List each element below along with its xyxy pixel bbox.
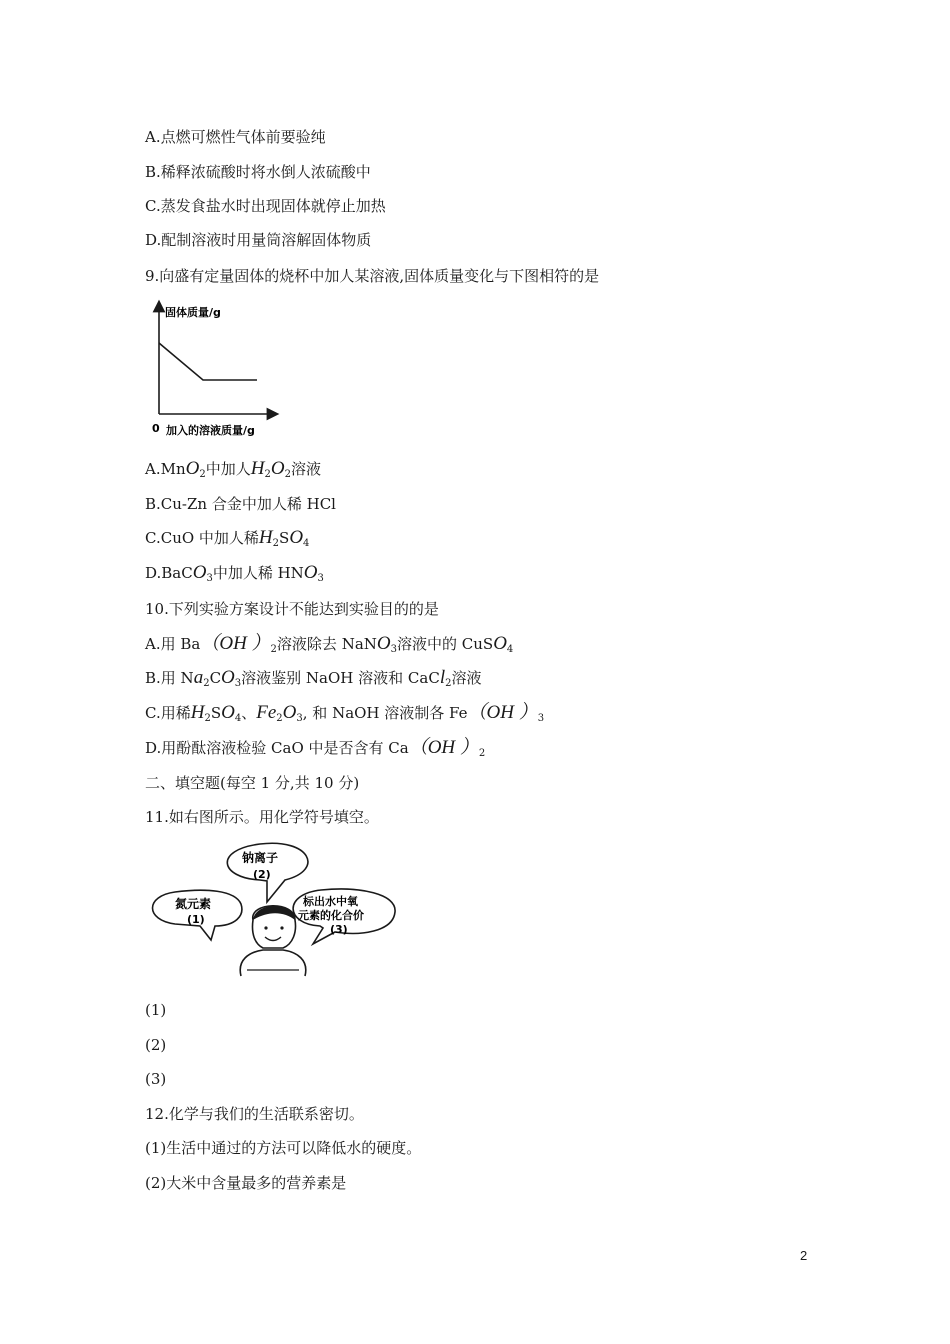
q10-option-d: D.用酚酞溶液检验 CaO 中是否含有 Ca（OH ）$_2$ xyxy=(145,737,486,759)
q9-stem: 9.向盛有定量固体的烧杯中加人某溶液,固体质量变化与下图相符的是 xyxy=(145,267,600,285)
q8-option-d: D.配制溶液时用量筒溶解固体物质 xyxy=(145,231,372,249)
q8-option-c: C.蒸发食盐水时出现固体就停止加热 xyxy=(145,197,386,215)
bubble-right-line2: 元素的化合价 xyxy=(298,909,364,922)
q12-part-2: (2)大米中含量最多的营养素是 xyxy=(145,1174,347,1192)
q12-part-1: (1)生活中通过的方法可以降低水的硬度。 xyxy=(145,1139,422,1157)
bubble-left-line1: 氮元素 xyxy=(175,897,212,911)
q11-blank-1: (1) xyxy=(145,1001,167,1019)
bubble-right-line3: (3) xyxy=(330,923,348,936)
q9-option-c: C.CuO 中加人稀$H_2SO_4$ xyxy=(145,527,310,549)
q10-stem: 10.下列实验方案设计不能达到实验目的的是 xyxy=(145,600,439,618)
q8-option-a: A.点燃可燃性气体前要验纯 xyxy=(145,128,326,146)
q12-stem: 12.化学与我们的生活联系密切。 xyxy=(145,1105,364,1123)
bubble-right-line1: 标出水中氧 xyxy=(303,895,358,908)
section-heading: 二、填空题(每空 1 分,共 10 分) xyxy=(145,774,360,792)
q9-option-b: B.Cu-Zn 合金中加人稀 HCl xyxy=(145,495,336,513)
q9-option-a: A.MnO$_2$中加人$H_2O_2$溶液 xyxy=(145,458,321,480)
q11-blank-3: (3) xyxy=(145,1070,167,1088)
q9-mass-graph xyxy=(145,298,295,443)
x-axis-label: 加入的溶液质量/g xyxy=(166,424,255,437)
q11-stem: 11.如右图所示。用化学符号填空。 xyxy=(145,808,379,826)
q10-option-b: B.用 $Na_2CO_3$溶液鉴别 NaOH 溶液和 CaCl$_2$溶液 xyxy=(145,667,482,689)
q10-option-a: A.用 Ba（OH ）$_2$溶液除去 NaNO$_3$溶液中的 CuSO$_4$ xyxy=(145,633,514,655)
q11-speech-bubble-figure xyxy=(145,840,400,980)
bubble-left-line2: (1) xyxy=(187,913,205,926)
q11-blank-2: (2) xyxy=(145,1036,167,1054)
y-axis-label: 固体质量/g xyxy=(165,306,221,319)
q8-option-b: B.稀释浓硫酸时将水倒人浓硫酸中 xyxy=(145,163,371,181)
q10-option-c: C.用稀$H_2SO_4$、$Fe_2O_3$, 和 NaOH 溶液制各 Fe（OH ）$_3$ xyxy=(145,702,545,724)
origin-label: 0 xyxy=(152,422,160,435)
page-number: 2 xyxy=(800,1248,808,1263)
mass-curve xyxy=(159,343,257,380)
bubble-top-line2: (2) xyxy=(253,868,271,881)
bubble-top-line1: 钠离子 xyxy=(242,851,279,865)
q9-option-d: D.BaCO$_3$中加人稀 $HNO_3$ xyxy=(145,562,324,584)
